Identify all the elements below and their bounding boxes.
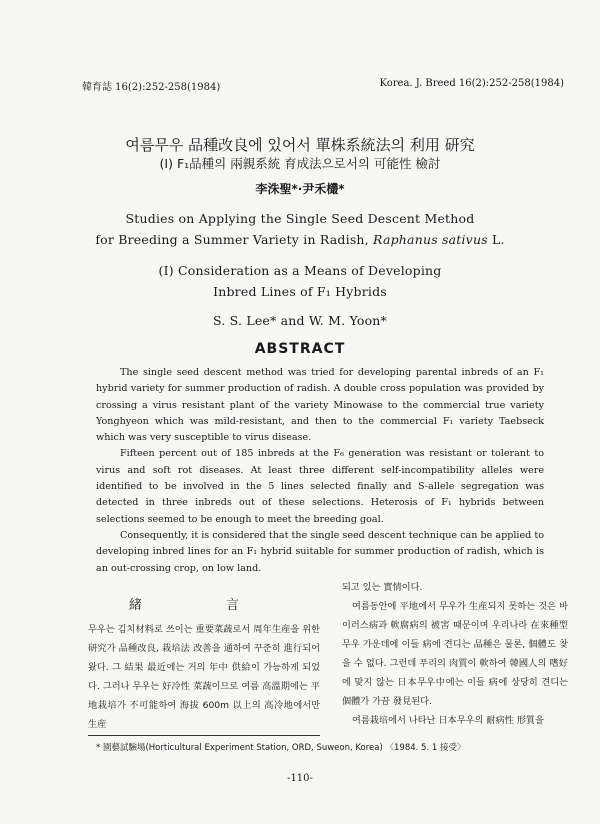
journal-header-korean: 韓育誌 16(2):252-258(1984) [82, 82, 221, 93]
english-title-line1: Studies on Applying the Single Seed Descent Method [125, 211, 475, 226]
english-title-prefix: for Breeding a Summer Variety in Radish, [95, 232, 369, 247]
journal-header-english: Korea. J. Breed 16(2):252-258(1984) [379, 78, 564, 89]
page-number: -110- [287, 773, 313, 784]
intro-left-text: 무우는 김치材料로 쓰이는 重要菜蔬로서 周年生産을 위한 研究가 品種改良, 栽培法 改善을 通하여 꾸준히 進行되어 왔다. 그 結果 最近에는 거의 年中 供給이 가능하게 되었다. 그러나 무우는 好冷性 菜蔬이므로 여름 高溫期에는 平地栽培가 不可能하여 海拔 600m 以上의 高冷地에서만 生産 [88, 624, 320, 730]
english-authors: S. S. Lee* and W. M. Yoon* [213, 313, 387, 328]
abstract-heading: ABSTRACT [254, 341, 346, 357]
korean-title: 여름무우 品種改良에 있어서 單株系統法의 利用 研究 [125, 136, 475, 154]
korean-authors: 李洙聖*·尹禾欉* [255, 182, 345, 196]
intro-right-p2: 여름동안에 平地에서 무우가 生産되지 못하는 것은 바이러스病과 軟腐病의 被害 때문이며 우리나라 在來種型 무우 가운데에 이들 病에 견디는 品種은 물론, 個體도 찾을 수 없다. 그런데 푸리의 肉質이 軟하여 韓國人의 嗜好에 맞지 않는 日本무우中에는 이들 病에 상당히 견디는 個體가 가끔 發見된다. [342, 601, 568, 707]
abstract-paragraph-1: The single seed descent method was tried for developing parental inbreds of an F₁ hybrid variety for summer production of radish. A double cross population was provided by crossing a virus resistant plant of the variety Minowase to the commercial true variety Yonghyeon which was mild-resistant, and then to the commercial F₁ variety Taebseck which was very susceptible to virus disease. [96, 367, 544, 444]
abstract-body [96, 365, 544, 577]
affiliation-footnote: * 園藝試驗場(Horticultural Experiment Station, ORD, Suweon, Korea) 〈1984. 5. 1 接受〉 [96, 743, 466, 753]
abstract-paragraph-3: Consequently, it is considered that the single seed descent technique can be applied to developing inbred lines for an F₁ hybrid suitable for summer production of radish, which is an out-crossing crop, on low land. [96, 529, 544, 574]
intro-right-p1: 되고 있는 實情이다. [342, 582, 423, 593]
intro-heading: 緒 言 [128, 598, 280, 613]
english-title-line2 [0, 232, 600, 247]
footnote-divider [88, 735, 320, 736]
species-author: L. [492, 232, 505, 247]
abstract-paragraph-2: Fifteen percent out of 185 inbreds at the F₆ generation was resistant or tolerant to virus and soft rot diseases. At least three different self-incompatibility alleles were identified to be involved in the 5 lines selected finally and S-allele segregation was detected in three inbreds out of these selections. Heterosis of F₁ hybrids between selections seemed to be enough to meet the breeding goal. [96, 448, 544, 525]
english-subtitle-line2: Inbred Lines of F₁ Hybrids [213, 284, 387, 299]
english-subtitle-line1: (Ⅰ) Consideration as a Means of Developing [158, 263, 442, 278]
species-name: Raphanus sativus [373, 232, 488, 247]
intro-right-column [342, 578, 568, 730]
intro-left-column [88, 620, 320, 734]
intro-right-p3: 여름栽培에서 나타난 日本무우의 耐病性 形質을 [352, 715, 544, 726]
korean-subtitle: (Ⅰ) F₁品種의 兩親系統 育成法으로서의 可能性 檢討 [159, 156, 441, 171]
